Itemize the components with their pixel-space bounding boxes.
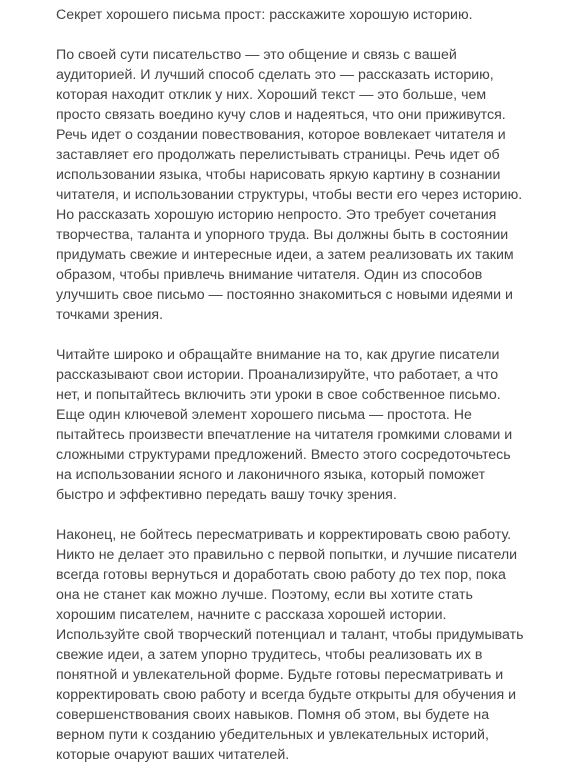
article-title: Секрет хорошего письма прост: расскажите хорошую историю. — [56, 7, 473, 23]
article-paragraph-2: Читайте широко и обращайте внимание на то, как другие писатели рассказывают свои истории. Проанализируйте, что работает, а что нет, и попытайтесь включить эти уроки в свое собственное письмо. Еще один ключевой элемент хорошего письма — простота. Не пытайтесь произвести впечатление на читателя громкими словами и сложными структурами предложений. Вместо этого сосредоточьтесь на использовании ясного и лаконичного языка, который поможет быстро и эффективно передать вашу точку зрения. — [56, 347, 513, 503]
article-paragraph-1: По своей сути писательство — это общение и связь с вашей аудиторией. И лучший способ сделать это — рассказать историю, которая находит отклик у них. Хороший текст — это больше, чем просто связать воедино кучу слов и надеяться, что они приживутся. Речь идет о создании повествования, которое вовлекает читателя и заставляет его продолжать перелистывать страницы. Речь идет об использовании языка, чтобы нарисовать яркую картину в сознании читателя, и использовании структуры, чтобы вести его через историю. Но рассказать хорошую историю непросто. Это требует сочетания творчества, таланта и упорного труда. Вы должны быть в состоянии придумать свежие и интересные идеи, а затем реализовать их таким образом, чтобы привлечь внимание читателя. Один из способов улучшить свое письмо — постоянно знакомиться с новыми идеями и точками зрения. — [56, 47, 523, 323]
article-paragraph-3: Наконец, не бойтесь пересматривать и корректировать свою работу. Никто не делает это правильно с первой попытки, и лучшие писатели всегда готовы вернуться и доработать свою работу до тех пор, пока она не станет как можно лучше. Поэтому, если вы хотите стать хорошим писателем, начните с рассказа хорошей истории. Используйте свой творческий потенциал и талант, чтобы придумывать свежие идеи, а затем упорно трудитесь, чтобы реализовать их в понятной и увлекательной форме. Будьте готовы пересматривать и корректировать свою работу и всегда будьте открыты для обучения и совершенствования своих навыков. Помня об этом, вы будете на верном пути к созданию убедительных и увлекательных историй, которые очаруют ваших читателей. — [56, 527, 524, 763]
